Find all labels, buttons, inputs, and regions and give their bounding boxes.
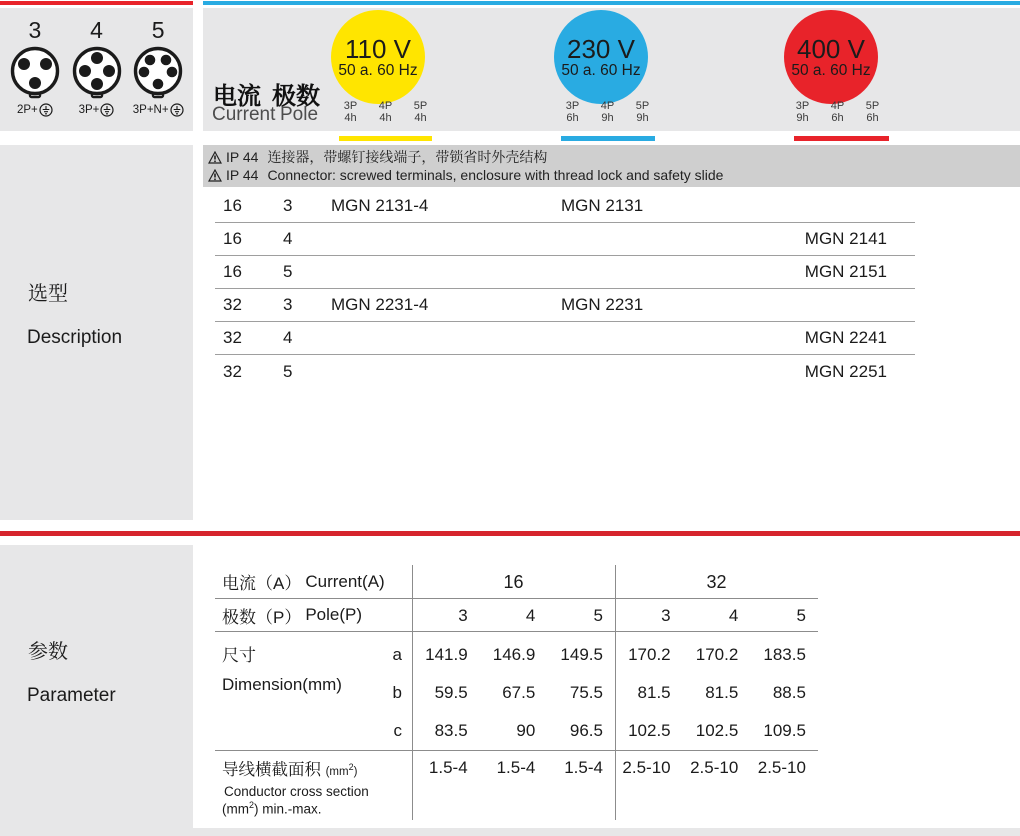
red-accent-line: [0, 1, 193, 5]
ip-rating-bar: [203, 145, 1020, 187]
conductor-cell: 2.5-10: [622, 758, 671, 777]
pole-cell: 3: [283, 295, 293, 314]
dimension-b-row: [412, 674, 819, 712]
pole-label-zh: 极数: [272, 83, 320, 110]
current-cell: 32: [223, 361, 242, 381]
bottom-strip: [0, 828, 1020, 836]
dim-cell: 67.5: [502, 683, 536, 702]
product-400v-cell: MGN 2141: [804, 229, 887, 248]
hour-code: 6h: [831, 112, 844, 124]
pole-cell: 3: [458, 606, 468, 625]
parameter-table: [215, 565, 818, 820]
voltage-frequency: 50 a. 60 Hz: [338, 61, 418, 79]
hour-code: 4h: [414, 112, 427, 124]
dim-cell: 102.5: [628, 721, 671, 740]
pin-label: [133, 103, 184, 117]
conductor-unit: $(mm^2)$: [325, 762, 358, 778]
pole-cell: 4: [728, 606, 739, 625]
dimension-key-c: c: [393, 721, 402, 740]
voltage-badge-110v: [331, 10, 425, 104]
conductor-cell: 1.5-4: [428, 758, 468, 777]
pole-code: 5P: [413, 100, 428, 112]
dim-cell: 96.5: [569, 721, 603, 740]
hour-code: 4h: [344, 112, 357, 124]
product-400v-cell: MGN 2151: [804, 262, 887, 281]
dim-cell: 109.5: [763, 721, 806, 740]
connector-3pin: [4, 18, 66, 131]
dim-cell: 75.5: [569, 683, 603, 702]
dimension-label-en: Dimension(mm): [222, 675, 342, 694]
pole-hour-col: [555, 100, 590, 124]
label-en: Current(A): [305, 571, 385, 591]
table-hline: [215, 750, 818, 751]
column-bar-230v: [561, 136, 655, 141]
ip-text-en: Connector: screwed terminals, enclosure with thread lock and safety slide: [267, 167, 724, 183]
dim-cell: 146.9: [492, 645, 536, 664]
pole-cell: 5: [283, 361, 293, 381]
pole-cell: 4: [283, 229, 293, 248]
connector-4pin-icon: [71, 43, 123, 101]
hour-code: 9h: [601, 112, 614, 124]
hour-code: 6h: [866, 112, 879, 124]
table-row: [215, 355, 915, 388]
current-group-32: 32: [706, 572, 727, 592]
dim-cell: 83.5: [434, 721, 468, 740]
pole-cell: 3: [661, 606, 671, 625]
connector-3pin-icon: [9, 43, 61, 101]
conductor-cell: 2.5-10: [757, 758, 806, 777]
section-title-zh: 参数: [28, 641, 68, 663]
dim-cell: 90: [516, 721, 536, 740]
table-row: [215, 322, 915, 355]
pole-cell: 5: [283, 262, 293, 281]
current-cell: 32: [223, 328, 242, 347]
dim-cell: 102.5: [695, 721, 739, 740]
warning-icon: [208, 169, 222, 182]
warning-icon: [208, 151, 222, 164]
voltage-value: 230 V: [567, 33, 635, 64]
ip-text-zh: 连接器，带螺钉接线端子，带锁省时外壳结构: [267, 149, 548, 165]
ip-note-en: [208, 167, 1020, 184]
pole-code: 3P: [795, 100, 810, 112]
pin-label: [17, 103, 53, 117]
conductor-cell: 2.5-10: [690, 758, 739, 777]
dim-cell: 81.5: [705, 683, 739, 702]
cyan-accent-line: [203, 1, 1020, 5]
pole-cell: 3: [283, 196, 293, 215]
pole-label-en: Pole: [280, 104, 319, 125]
pole-hour-grid-400v: [785, 100, 890, 124]
dimension-key-b: b: [392, 683, 402, 702]
label-zh: 极数（P）: [222, 607, 302, 627]
pole-cell: 5: [593, 606, 603, 625]
conductor-cell: 1.5-4: [564, 758, 603, 777]
conductor-label-en2: $(mm^2)$ min.-max.: [222, 800, 322, 817]
pole-code: 4P: [378, 100, 393, 112]
pin-label-text: 2P+: [16, 104, 38, 116]
pole-cell: 4: [283, 328, 293, 347]
pole-hour-col: [820, 100, 855, 124]
dimension-a-row: [412, 636, 819, 674]
table-row: [215, 256, 915, 289]
connector-5pin-icon: [132, 43, 184, 101]
label-en: Pole(P): [305, 605, 363, 624]
dimension-key-a: a: [392, 645, 402, 664]
product-230v-cell: MGN 2131: [561, 196, 644, 215]
section-title-zh: 选型: [28, 283, 68, 305]
table-row: [215, 190, 915, 223]
pin-label: [79, 103, 115, 117]
column-bar-400v: [794, 136, 889, 141]
current-row-label: [222, 565, 385, 598]
pin-count: 5: [151, 17, 165, 43]
current-label-zh: 电流: [213, 83, 261, 110]
current-cell: 16: [223, 262, 242, 281]
hour-code: 9h: [636, 112, 649, 124]
pole-code: 3P: [343, 100, 358, 112]
earth-ground-icon: [170, 103, 184, 117]
conductor-cell: 1.5-4: [496, 758, 536, 777]
pole-hour-col: [855, 100, 890, 124]
dim-cell: 59.5: [434, 683, 468, 702]
dim-cell: 170.2: [695, 645, 739, 664]
current-group-16: 16: [503, 572, 524, 592]
product-110v-cell: MGN 2231-4: [331, 295, 429, 314]
pole-code: 5P: [865, 100, 880, 112]
label-zh: 导线横截面积: [222, 761, 321, 779]
column-bar-110v: [339, 136, 432, 141]
current-cell: 16: [223, 229, 242, 248]
current-label-en: Current: [212, 104, 276, 125]
pole-hour-grid-110v: [333, 100, 438, 124]
product-400v-cell: MGN 2241: [804, 328, 887, 347]
connector-5pin: [127, 18, 189, 131]
table-row: [215, 289, 915, 322]
voltage-value: 400 V: [797, 33, 865, 64]
dim-cell: 170.2: [628, 645, 671, 664]
pin-label-text: 3P+N+: [132, 104, 169, 116]
pin-count: 4: [90, 17, 103, 43]
ip-code: IP 44: [226, 167, 259, 183]
conductor-label-zh: [222, 756, 357, 780]
hour-code: 6h: [566, 112, 579, 124]
pin-label-text: 3P+: [78, 104, 100, 116]
section-divider: [0, 531, 1020, 536]
current-cell: 16: [223, 196, 242, 215]
section-title-en: Description: [27, 327, 123, 348]
dimension-c-row: [412, 712, 819, 750]
label-zh: 电流（A）: [222, 574, 302, 593]
pole-code: 3P: [565, 100, 580, 112]
voltage-badge-400v: [784, 10, 878, 104]
voltage-frequency: 50 a. 60 Hz: [791, 61, 871, 79]
pin-count: 3: [28, 17, 42, 43]
voltage-value: 110 V: [344, 33, 411, 64]
table-row: [215, 223, 915, 256]
pole-hour-col: [368, 100, 403, 124]
connector-panel: [0, 8, 193, 131]
current-cell: 32: [223, 295, 242, 314]
pole-hour-grid-230v: [555, 100, 660, 124]
voltage-badge-230v: [554, 10, 648, 104]
connector-4pin: [66, 18, 128, 131]
pole-row-label: [222, 599, 362, 631]
hour-code: 4h: [379, 112, 392, 124]
pole-hour-col: [333, 100, 368, 124]
pole-hour-col: [785, 100, 820, 124]
pole-hour-col: [625, 100, 660, 124]
voltage-header: [203, 8, 1020, 131]
section-title-en: Parameter: [27, 685, 116, 706]
ip-note-zh: [208, 149, 1020, 166]
earth-ground-icon: [100, 103, 114, 117]
dim-cell: 88.5: [772, 683, 806, 702]
pole-code: 5P: [635, 100, 650, 112]
description-sidebar: [0, 145, 193, 520]
pole-cell: 5: [796, 606, 806, 625]
parameter-sidebar: [0, 545, 193, 828]
pole-hour-col: [403, 100, 438, 124]
dimension-label-zh: 尺寸: [222, 646, 256, 665]
pole-hour-col: [590, 100, 625, 124]
pole-values-row: [412, 599, 819, 632]
description-table: [215, 190, 915, 388]
dim-cell: 149.5: [560, 645, 603, 664]
product-230v-cell: MGN 2231: [561, 295, 644, 314]
conductor-values-row: [412, 755, 819, 781]
earth-ground-icon: [39, 103, 53, 117]
product-400v-cell: MGN 2251: [804, 361, 887, 381]
pole-cell: 4: [525, 606, 536, 625]
voltage-frequency: 50 a. 60 Hz: [561, 61, 641, 79]
pole-code: 4P: [600, 100, 615, 112]
hour-code: 9h: [796, 112, 809, 124]
product-110v-cell: MGN 2131-4: [331, 196, 429, 215]
conductor-label-en1: Conductor cross section: [224, 784, 369, 799]
dim-cell: 141.9: [425, 645, 468, 664]
dim-cell: 183.5: [763, 645, 806, 664]
dim-cell: 81.5: [637, 683, 671, 702]
ip-code: IP 44: [226, 149, 259, 165]
pole-code: 4P: [830, 100, 845, 112]
